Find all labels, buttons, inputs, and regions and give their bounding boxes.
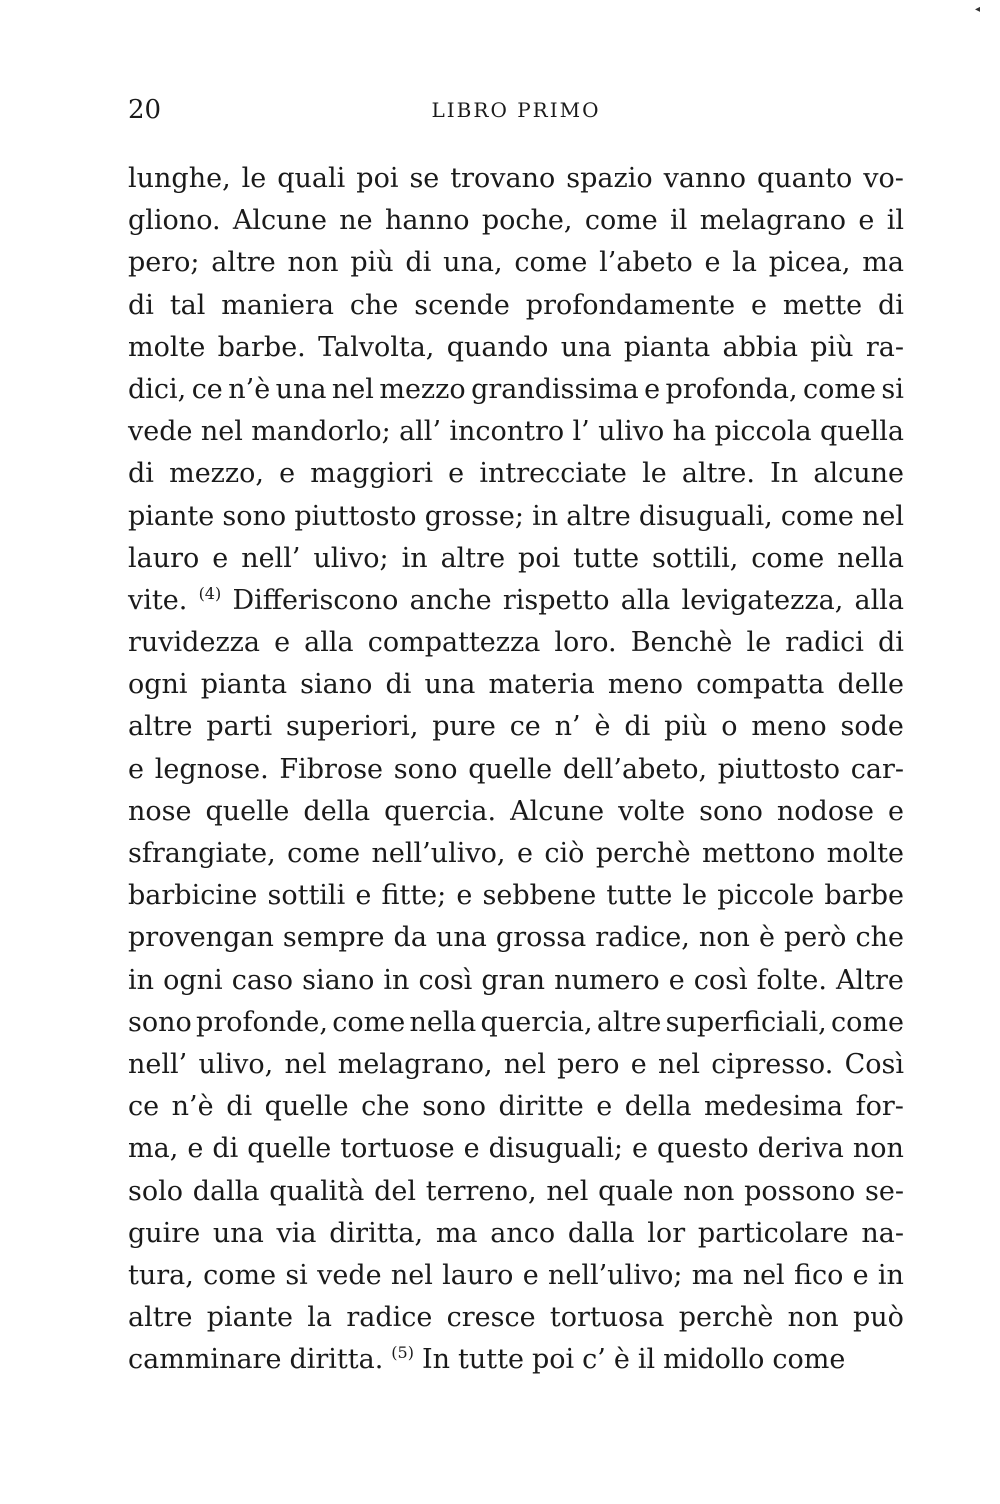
text-line: dici, ce n’è una nel mezzo grandissima e profonda, come si xyxy=(128,373,904,405)
text-line: gliono. Alcune ne hanno poche, come il melagrano e il xyxy=(128,205,904,237)
text-line: solo dalla qualità del terreno, nel quale non possono se- xyxy=(128,1175,904,1207)
body-text xyxy=(128,158,904,1381)
text-line: barbicine sottili e fitte; e sebbene tutte le piccole barbe xyxy=(128,880,904,912)
text-line: piante sono piuttosto grosse; in altre disuguali, come nel xyxy=(128,500,904,532)
text-line: e legnose. Fibrose sono quelle dell’abeto, piuttosto car- xyxy=(128,753,904,785)
text-line: nose quelle della quercia. Alcune volte sono nodose e xyxy=(128,795,904,827)
text-line: in ogni caso siano in così gran numero e così folte. Altre xyxy=(128,964,904,996)
text-line: vite. $^{(4)}$ Differiscono anche rispetto alla levigatezza, alla xyxy=(128,583,904,616)
text-line: lauro e nell’ ulivo; in altre poi tutte sottili, come nella xyxy=(128,542,904,574)
text-line: nell’ ulivo, nel melagrano, nel pero e nel cipresso. Così xyxy=(128,1048,904,1080)
text-line: ma, e di quelle tortuose e disuguali; e questo deriva non xyxy=(128,1133,904,1165)
text-line: sfrangiate, come nell’ulivo, e ciò perchè mettono molte xyxy=(128,838,904,869)
text-line: camminare diritta. $^{(5)}$ In tutte poi c’ è il midollo come xyxy=(128,1343,846,1376)
text-line: altre piante la radice cresce tortuosa perchè non può xyxy=(128,1302,904,1334)
text-line: molte barbe. Talvolta, quando una pianta abbia più ra- xyxy=(128,331,904,363)
text-line: ogni pianta siano di una materia meno compatta delle xyxy=(128,669,904,701)
text-line: guire una via diritta, ma anco dalla lor particolare na- xyxy=(128,1217,904,1249)
text-line: tura, come si vede nel lauro e nell’ulivo; ma nel fico e in xyxy=(128,1259,904,1291)
text-line: di mezzo, e maggiori e intrecciate le altre. In alcune xyxy=(128,458,904,490)
text-line: ce n’è di quelle che sono diritte e della medesima for- xyxy=(128,1091,904,1123)
page-number: 20 xyxy=(128,95,162,125)
page-header xyxy=(128,90,904,130)
text-line: vede nel mandorlo; all’ incontro l’ ulivo ha piccola quella xyxy=(128,416,904,448)
corner-mark: ◂ xyxy=(974,4,980,15)
text-line: provengan sempre da una grossa radice, non è però che xyxy=(128,922,904,954)
running-head: LIBRO PRIMO xyxy=(431,98,601,122)
text-line: di tal maniera che scende profondamente e mette di xyxy=(128,289,904,321)
text-line: sono profonde, come nella quercia, altre superficiali, come xyxy=(128,1006,904,1038)
text-line: altre parti superiori, pure ce n’ è di più o meno sode xyxy=(128,711,904,743)
text-line: lunghe, le quali poi se trovano spazio vanno quanto vo- xyxy=(128,163,904,194)
text-line: pero; altre non più di una, come l’abeto e la picea, ma xyxy=(128,247,904,279)
footnote-marker: (5) xyxy=(391,1343,414,1363)
text-line: ruvidezza e alla compattezza loro. Benchè le radici di xyxy=(128,627,904,659)
footnote-marker: (4) xyxy=(198,583,222,603)
